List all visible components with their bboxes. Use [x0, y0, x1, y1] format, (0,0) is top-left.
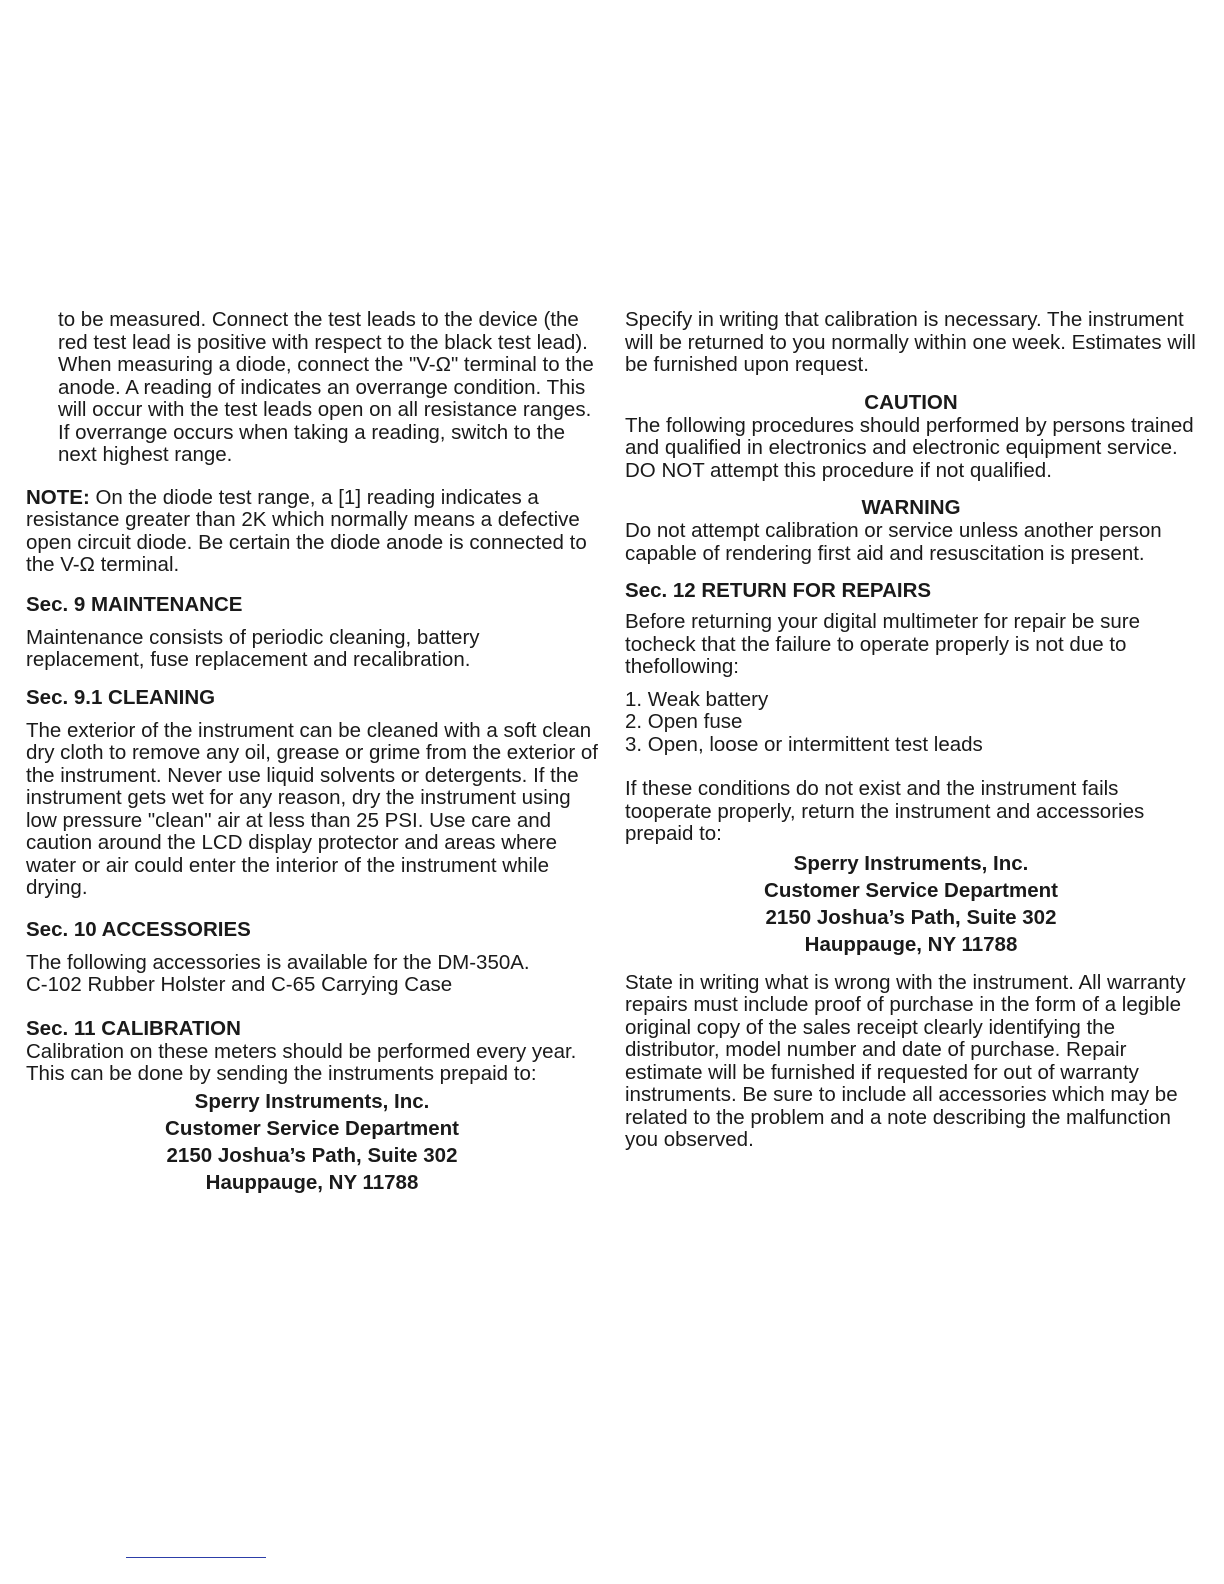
sec91-heading: Sec. 9.1 CLEANING	[26, 685, 216, 709]
address-line-street: 2150 Joshua’s Path, Suite 302	[765, 905, 1057, 929]
address-line-city: Hauppauge, NY 11788	[205, 1170, 419, 1194]
warning-heading: WARNING	[861, 496, 961, 519]
address-line-department: Customer Service Department	[165, 1116, 459, 1140]
sec9-paragraph: Maintenance consists of periodic cleaning, battery replacement, fuse replacement and recalibration.	[26, 625, 480, 671]
list-item: 1. Weak battery	[625, 687, 769, 711]
failure-checklist	[625, 689, 1197, 757]
note-paragraph	[26, 487, 598, 577]
sec12-paragraph: Before returning your digital multimeter for repair be sure tocheck that the failure to operate properly is not due to thefollowing:	[625, 610, 1141, 678]
list-item: 2. Open fuse	[625, 710, 743, 733]
caution-paragraph: The following procedures should performed by persons trained and qualified in electronics and electronic equipment service. DO NOT attempt this procedure if not qualified.	[625, 413, 1194, 482]
continuation-paragraph: to be measured. Connect the test leads to the device (the red test lead is positive with respect to the black test lead). When measuring a diode, connect the "V-Ω" terminal to the anode. A reading of indicates an overrange condition. This will occur with the test leads open on all resistance ranges. If overrange occurs when taking a reading, switch to the next highest range.	[58, 308, 594, 466]
sec10-heading: Sec. 10 ACCESSORIES	[26, 917, 251, 941]
note-text: On the diode test range, a [1] reading indicates a resistance greater than 2K which normally means a defective open circuit diode. Be certain the diode anode is connected to the V-Ω terminal.	[26, 485, 587, 576]
repair-address	[625, 850, 1197, 958]
address-line-street: 2150 Joshua’s Path, Suite 302	[166, 1143, 458, 1167]
sec10-line1: The following accessories is available for the DM-350A.	[26, 950, 530, 974]
left-column	[26, 309, 598, 1196]
sec9-heading: Sec. 9 MAINTENANCE	[26, 592, 243, 616]
calibration-address	[26, 1088, 598, 1196]
address-line-company: Sperry Instruments, Inc.	[194, 1089, 430, 1113]
sec91-paragraph: The exterior of the instrument can be cleaned with a soft clean dry cloth to remove any oil, grease or grime from the exterior of the instrument. Never use liquid solvents or detergents. If the instrument gets wet for any reason, dry the instrument using low pressure "clean" air at less than 25 PSI. Use care and caution around the LCD display protector and areas where water or air could enter the interior of the instrument while drying.	[26, 718, 598, 899]
sec10-line2: C-102 Rubber Holster and C-65 Carrying Case	[26, 973, 453, 996]
warning-paragraph: Do not attempt calibration or service unless another person capable of rendering first aid and resuscitation is present.	[625, 519, 1162, 565]
caution-heading: CAUTION	[864, 390, 958, 414]
footer-divider	[126, 1557, 266, 1558]
address-line-department: Customer Service Department	[764, 878, 1058, 902]
conditions-paragraph: If these conditions do not exist and the instrument fails tooperate properly, return the instrument and accessories prepaid to:	[625, 777, 1145, 845]
list-item: 3. Open, loose or intermittent test leads	[625, 732, 983, 756]
sec11-paragraph: Calibration on these meters should be performed every year. This can be done by sending the instruments prepaid to:	[26, 1039, 577, 1085]
address-line-city: Hauppauge, NY 11788	[804, 932, 1018, 956]
address-line-company: Sperry Instruments, Inc.	[793, 851, 1029, 875]
closing-paragraph: State in writing what is wrong with the instrument. All warranty repairs must include proof of purchase in the form of a legible original copy of the sales receipt clearly identifying the distributor, model number and date of purchase. Repair estimate will be furnished if requested for out of warranty instruments. Be sure to include all accessories which may be related to the problem and a note describing the malfunction you observed.	[625, 970, 1186, 1151]
sec12-heading: Sec. 12 RETURN FOR REPAIRS	[625, 579, 932, 602]
note-label: NOTE:	[26, 485, 90, 509]
intro-paragraph: Specify in writing that calibration is necessary. The instrument will be returned to you normally within one week. Estimates will be furnished upon request.	[625, 308, 1196, 376]
right-column	[625, 309, 1197, 1152]
sec11-heading: Sec. 11 CALIBRATION	[26, 1016, 241, 1040]
